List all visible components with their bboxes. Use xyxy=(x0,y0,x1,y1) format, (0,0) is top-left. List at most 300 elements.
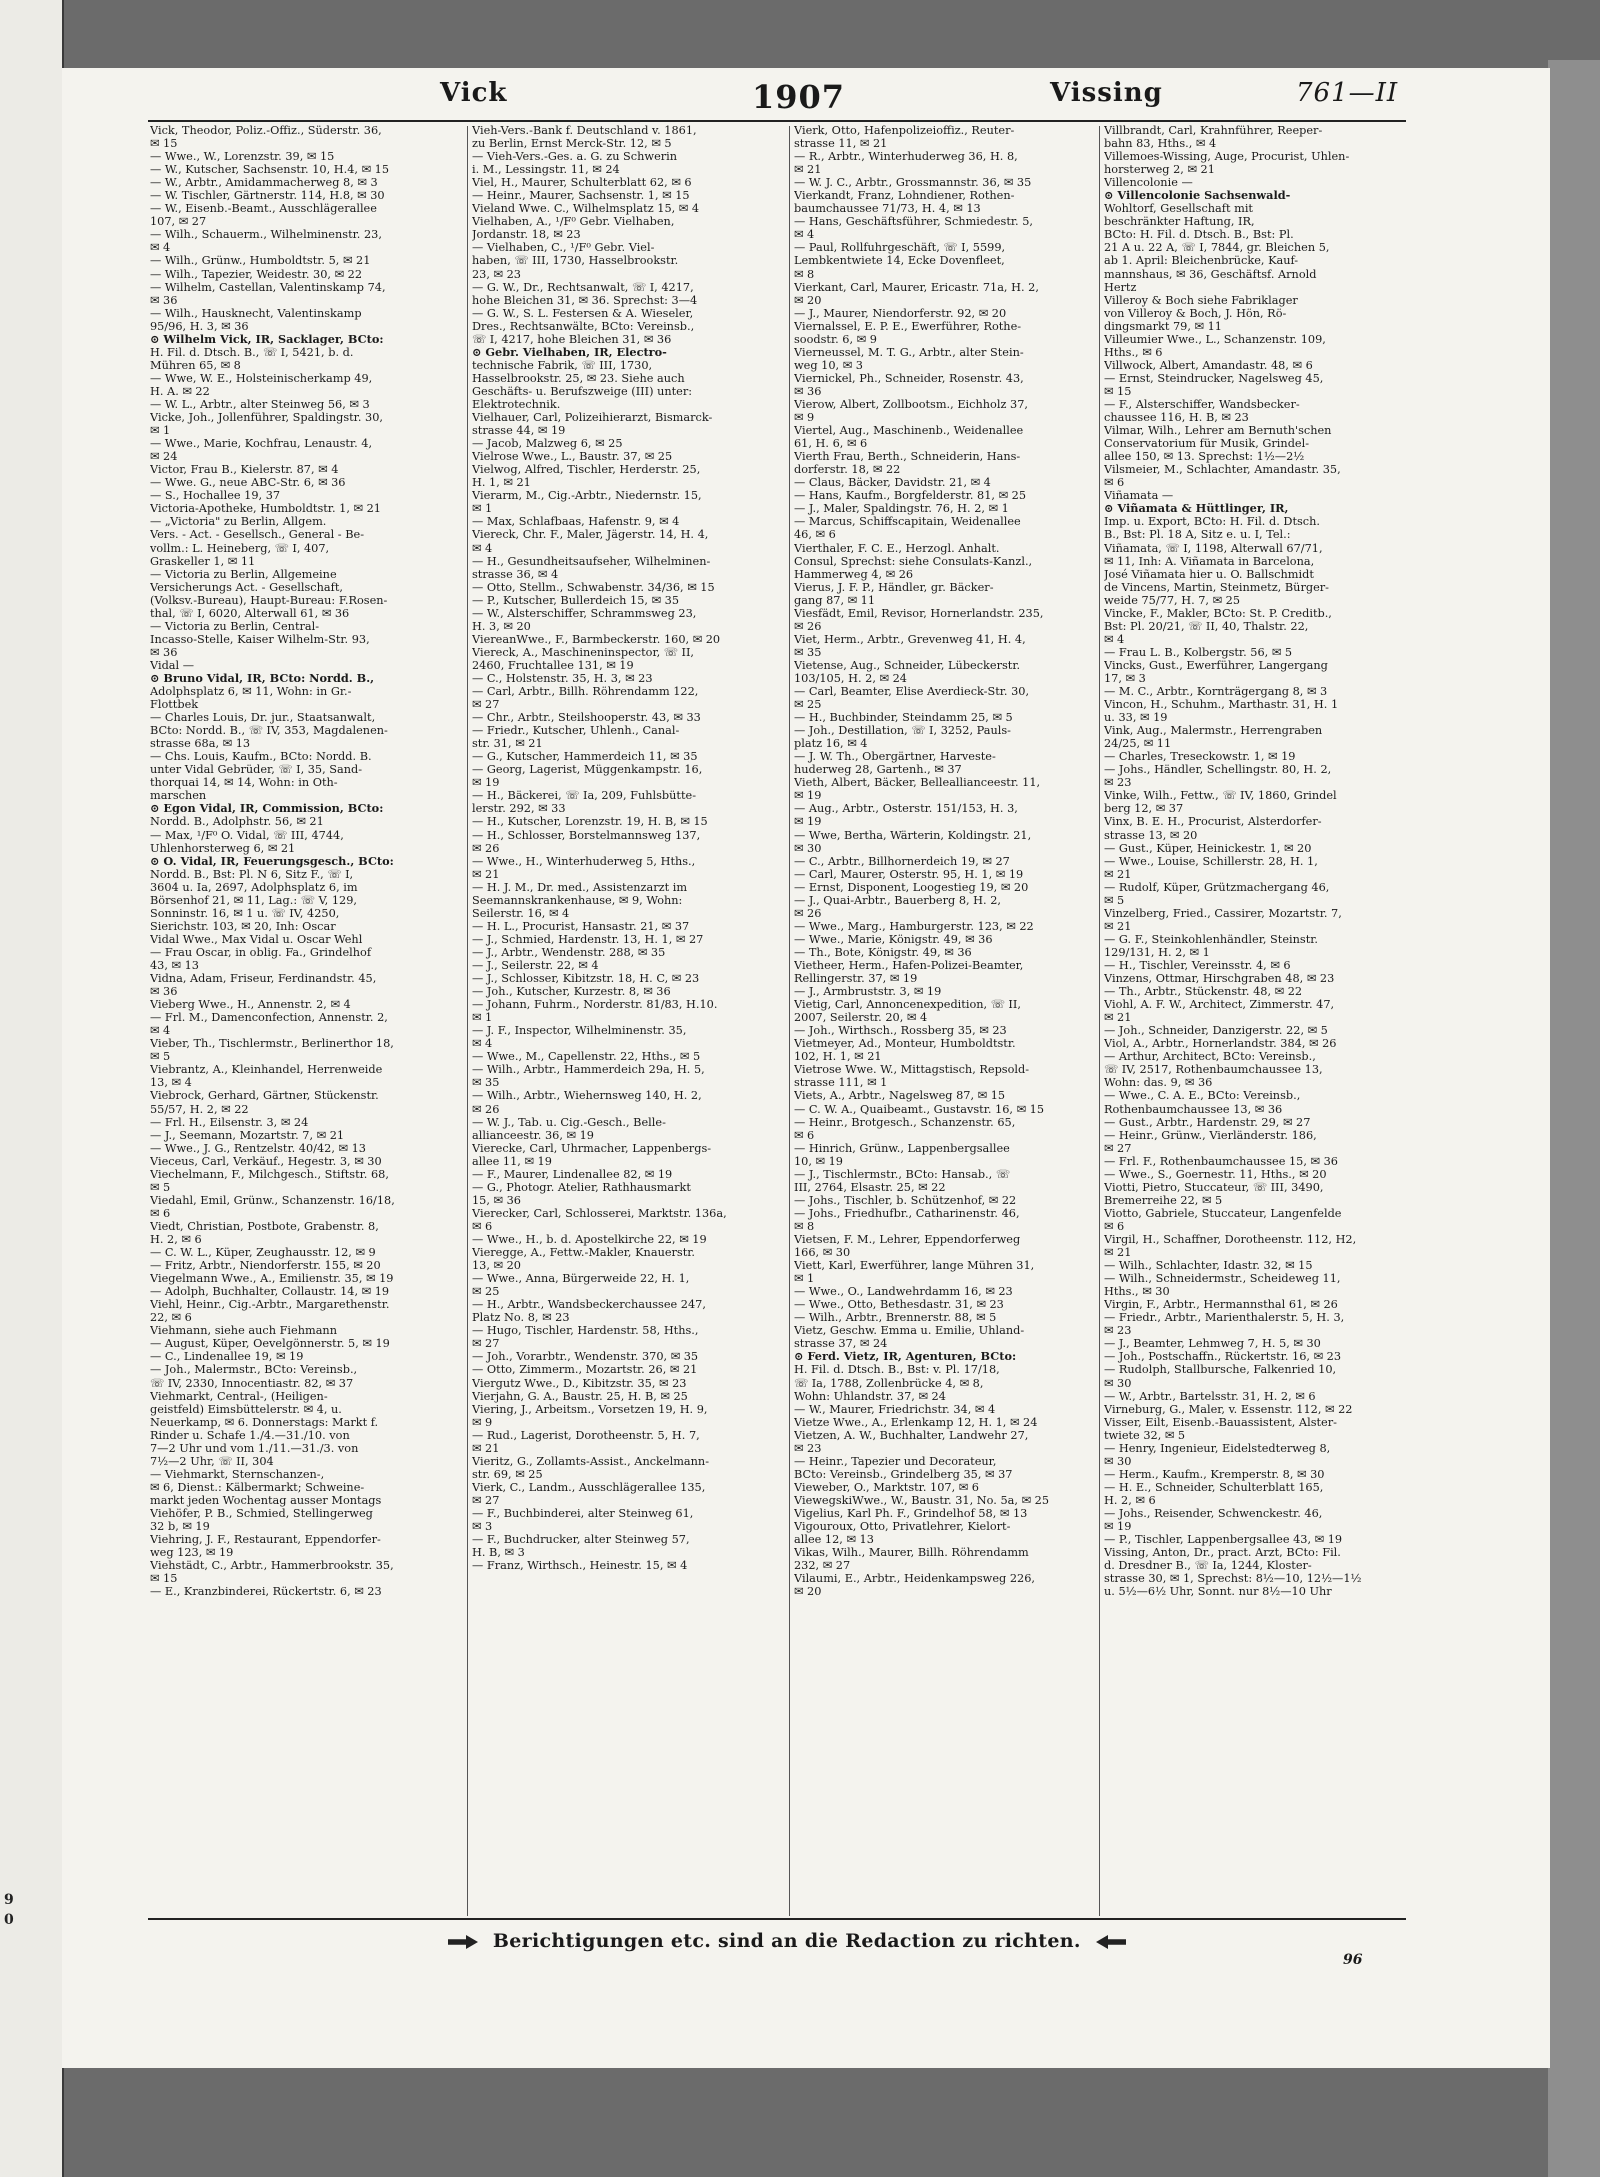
directory-entry-line: Vietrose Wwe. W., Mittagstisch, Repsold- xyxy=(794,1063,1030,1077)
directory-entry-line: Hths., ✉ 30 xyxy=(1104,1285,1170,1299)
directory-entry-line: 61, H. 6, ✉ 6 xyxy=(794,437,868,451)
directory-entry-line: ✉ 6, Dienst.: Kälbermarkt; Schweine- xyxy=(150,1480,365,1494)
directory-entry-line: — Vieh-Vers.-Ges. a. G. zu Schwerin xyxy=(472,150,678,164)
directory-entry-line: — Adolph, Buchhalter, Collaustr. 14, ✉ 19 xyxy=(150,1285,390,1299)
directory-entry-line: — Wwe., W., Lorenzstr. 39, ✉ 15 xyxy=(150,150,335,164)
directory-entry-line: — H., Bäckerei, ☏ Ia, 209, Fuhlsbütte- xyxy=(472,789,697,803)
footer-notice xyxy=(440,1930,1134,1952)
directory-entry-line: — F., Maurer, Lindenallee 82, ✉ 19 xyxy=(472,1167,673,1181)
directory-entry-line: ⊙ Gebr. Vielhaben, IR, Electro- xyxy=(472,345,667,359)
directory-entry-line: Vierecker, Carl, Schlosserei, Marktstr. 136a, xyxy=(472,1206,727,1220)
directory-entry-line: ✉ 15 xyxy=(150,137,178,151)
directory-entry-line: ✉ 11, Inh: A. Viñamata in Barcelona, xyxy=(1104,554,1315,568)
directory-entry-line: ✉ 23 xyxy=(794,1441,822,1455)
directory-entry-line: Elektrotechnik. xyxy=(472,397,561,411)
directory-entry-line: — Joh., Kutscher, Kurzestr. 8, ✉ 36 xyxy=(472,985,671,999)
directory-entry-line: Viebrock, Gerhard, Gärtner, Stückenstr. xyxy=(150,1089,379,1103)
directory-entry-line: Consul, Sprechst: siehe Consulats-Kanzl., xyxy=(794,554,1033,568)
directory-entry-line: strasse 44, ✉ 19 xyxy=(472,424,566,438)
directory-entry-line: — Frau Oscar, in oblig. Fa., Grindelhof xyxy=(150,945,372,959)
directory-entry-line: Vietig, Carl, Annoncenexpedition, ☏ II, xyxy=(794,998,1021,1012)
directory-entry-line: — C. W. A., Quaibeamt., Gustavstr. 16, ✉ 15 xyxy=(794,1102,1045,1116)
directory-entry-line: weg 123, ✉ 19 xyxy=(150,1546,234,1560)
directory-entry-line: BCto: Vereinsb., Grindelberg 35, ✉ 37 xyxy=(794,1467,1013,1481)
directory-entry-line: Viotto, Gabriele, Stuccateur, Langenfelde xyxy=(1104,1206,1342,1220)
directory-entry-line: ✉ 30 xyxy=(794,841,822,855)
directory-entry-line: — August, Küper, Oevelgönnerstr. 5, ✉ 19 xyxy=(150,1337,390,1351)
directory-entry-line: dingsmarkt 79, ✉ 11 xyxy=(1104,319,1222,333)
directory-entry-line: — Hugo, Tischler, Hardenstr. 58, Hths., xyxy=(472,1324,699,1338)
directory-entry-line: — J., Tischlermstr., BCto: Hansab., ☏ xyxy=(794,1167,1010,1181)
directory-entry-line: — P., Kutscher, Bullerdeich 15, ✉ 35 xyxy=(472,593,680,607)
directory-entry-line: — Johann, Fuhrm., Norderstr. 81/83, H.10. xyxy=(472,998,718,1012)
directory-entry-line: — Carl, Arbtr., Billh. Röhrendamm 122, xyxy=(472,685,699,699)
directory-column-3 xyxy=(794,124,1096,1914)
directory-entry-line: 17, ✉ 3 xyxy=(1104,671,1146,685)
directory-entry-line: dorferstr. 18, ✉ 22 xyxy=(794,463,901,477)
directory-entry-line: Vierus, J. F. P., Händler, gr. Bäcker- xyxy=(794,580,994,594)
directory-entry-line: — J. F., Inspector, Wilhelminenstr. 35, xyxy=(472,1024,687,1038)
header-year: 1907 xyxy=(752,78,846,116)
directory-entry-line: 103/105, H. 2, ✉ 24 xyxy=(794,671,907,685)
directory-entry-line: Viesfädt, Emil, Revisor, Hornerlandstr. 235, xyxy=(794,606,1044,620)
directory-entry-line: Victoria-Apotheke, Humboldtstr. 1, ✉ 21 xyxy=(150,502,381,516)
directory-entry-line: Viereck, Chr. F., Maler, Jägerstr. 14, H. 4, xyxy=(472,528,709,542)
directory-entry-line: Vierjahn, G. A., Baustr. 25, H. B, ✉ 25 xyxy=(472,1389,688,1403)
directory-entry-line: — Ernst, Steindrucker, Nagelsweg 45, xyxy=(1104,371,1324,385)
directory-entry-line: — Johs., Tischler, b. Schützenhof, ✉ 22 xyxy=(794,1193,1017,1207)
directory-entry-line: Viol, A., Arbtr., Hornerlandstr. 384, ✉ 26 xyxy=(1104,1037,1337,1051)
directory-entry-line: Vilaumi, E., Arbtr., Heidenkampsweg 226, xyxy=(794,1572,1035,1586)
directory-entry-line: Wohn: das. 9, ✉ 36 xyxy=(1104,1076,1213,1090)
directory-entry-line: — Gust., Arbtr., Hardenstr. 29, ✉ 27 xyxy=(1104,1115,1311,1129)
directory-entry-line: Vietsen, F. M., Lehrer, Eppendorferweg xyxy=(794,1232,1021,1246)
directory-column-1 xyxy=(150,124,464,1914)
directory-entry-line: — F., Buchdrucker, alter Steinweg 57, xyxy=(472,1533,690,1547)
directory-entry-line: ✉ 1 xyxy=(150,424,171,438)
directory-entry-line: huderweg 28, Gartenh., ✉ 37 xyxy=(794,763,962,777)
directory-entry-line: horsterweg 2, ✉ 21 xyxy=(1104,163,1215,177)
directory-entry-line: Viehring, J. F., Restaurant, Eppendorfer- xyxy=(150,1533,381,1547)
directory-entry-line: — H. J. M., Dr. med., Assistenzarzt im xyxy=(472,880,688,894)
directory-entry-line: H. Fil. d. Dtsch. B., ☏ I, 5421, b. d. xyxy=(150,345,354,359)
directory-entry-line: ✉ 36 xyxy=(150,293,178,307)
directory-entry-line: ✉ 4 xyxy=(794,228,815,242)
directory-entry-line: — Carl, Maurer, Osterstr. 95, H. 1, ✉ 19 xyxy=(794,867,1024,881)
directory-entry-line: 166, ✉ 30 xyxy=(794,1246,851,1260)
directory-entry-line: ✉ 26 xyxy=(794,906,822,920)
directory-entry-line: ✉ 15 xyxy=(1104,384,1132,398)
directory-entry-line: ✉ 5 xyxy=(150,1050,171,1064)
directory-entry-line: ✉ 19 xyxy=(794,789,822,803)
directory-entry-line: — Herm., Kaufm., Kremperstr. 8, ✉ 30 xyxy=(1104,1467,1325,1481)
directory-entry-line: — Wwe., H., Winterhuderweg 5, Hths., xyxy=(472,854,696,868)
directory-entry-line: — Wwe., O., Landwehrdamm 16, ✉ 23 xyxy=(794,1285,1013,1299)
directory-entry-line: — Wwe., Marie, Kochfrau, Lenaustr. 4, xyxy=(150,437,373,451)
directory-entry-line: — H., Kutscher, Lorenzstr. 19, H. B, ✉ 15 xyxy=(472,815,708,829)
directory-entry-line: Hertz xyxy=(1104,280,1137,294)
directory-entry-line: Vierthaler, F. C. E., Herzogl. Anhalt. xyxy=(794,541,1000,555)
directory-entry-line: ✉ 8 xyxy=(794,267,815,281)
directory-entry-line: ⊙ Wilhelm Vick, IR, Sacklager, BCto: xyxy=(150,332,384,346)
directory-entry-line: Vinzelberg, Fried., Cassirer, Mozartstr. 7, xyxy=(1104,906,1342,920)
directory-entry-line: — J., Armbruststr. 3, ✉ 19 xyxy=(794,985,942,999)
directory-entry-line: Vieh-Vers.-Bank f. Deutschland v. 1861, xyxy=(472,124,697,137)
directory-entry-line: chaussee 116, H. B, ✉ 23 xyxy=(1104,411,1249,425)
directory-entry-line: — Friedr., Arbtr., Marienthalerstr. 5, H. 3, xyxy=(1104,1311,1345,1325)
directory-entry-line: — W. J. C., Arbtr., Grossmannstr. 36, ✉ 35 xyxy=(794,176,1032,190)
directory-entry-line: — Wwe., M., Capellenstr. 22, Hths., ✉ 5 xyxy=(472,1050,701,1064)
directory-entry-line: ✉ 25 xyxy=(794,698,822,712)
directory-entry-line: ✉ 19 xyxy=(1104,1520,1132,1534)
directory-entry-line: Vielhauer, Carl, Polizeihierarzt, Bismarck- xyxy=(472,411,713,425)
directory-entry-line: 2460, Fruchtallee 131, ✉ 19 xyxy=(472,658,634,672)
directory-entry-line: ✉ 36 xyxy=(150,645,178,659)
directory-column-4 xyxy=(1104,124,1406,1914)
directory-entry-line: — Wilh., Schauerm., Wilhelminenstr. 23, xyxy=(150,228,382,242)
directory-entry-line: — G. W., Dr., Rechtsanwalt, ☏ I, 4217, xyxy=(472,280,694,294)
directory-entry-line: — Wwe., Otto, Bethesdastr. 31, ✉ 23 xyxy=(794,1298,1004,1312)
directory-entry-line: Vieland Wwe. C., Wilhelmsplatz 15, ✉ 4 xyxy=(472,202,700,216)
directory-entry-line: — Wilh., Arbtr., Brennerstr. 88, ✉ 5 xyxy=(794,1311,997,1325)
directory-entry-line: 13, ✉ 4 xyxy=(150,1076,192,1090)
directory-entry-line: — J., Seemann, Mozartstr. 7, ✉ 21 xyxy=(150,1128,345,1142)
directory-entry-line: Adolphsplatz 6, ✉ 11, Wohn: in Gr.- xyxy=(150,685,352,699)
directory-entry-line: Hammerweg 4, ✉ 26 xyxy=(794,567,914,581)
directory-entry-line: — Joh., Schneider, Danzigerstr. 22, ✉ 5 xyxy=(1104,1024,1328,1038)
directory-entry-line: Viehöfer, P. B., Schmied, Stellingerweg xyxy=(150,1506,373,1520)
directory-entry-line: — Wilh., Hausknecht, Valentinskamp xyxy=(150,306,362,320)
directory-entry-line: ✉ 6 xyxy=(1104,476,1125,490)
directory-entry-line: — Otto, Stellm., Schwabenstr. 34/36, ✉ 15 xyxy=(472,580,715,594)
directory-entry-line: — Rudolf, Küper, Grützmachergang 46, xyxy=(1104,880,1330,894)
directory-entry-line: ✉ 30 xyxy=(1104,1454,1132,1468)
directory-entry-line: Vieritz, G., Zollamts-Assist., Anckelmann- xyxy=(472,1454,710,1468)
directory-entry-line: ✉ 21 xyxy=(1104,1011,1132,1025)
directory-entry-line: — Wilh., Schneidermstr., Scheideweg 11, xyxy=(1104,1272,1341,1286)
directory-entry-line: H. 2, ✉ 6 xyxy=(1104,1493,1156,1507)
directory-entry-line: Vincke, F., Makler, BCto: St. P. Creditb., xyxy=(1104,606,1332,620)
directory-entry-line: Vieregge, A., Fettw.-Makler, Knauerstr. xyxy=(472,1246,696,1260)
directory-entry-line: Viotti, Pietro, Stuccateur, ☏ III, 3490, xyxy=(1104,1180,1324,1194)
directory-entry-line: strasse 37, ✉ 24 xyxy=(794,1337,888,1351)
directory-entry-line: ✉ 4 xyxy=(150,241,171,255)
directory-entry-line: Villwock, Albert, Amandastr. 48, ✉ 6 xyxy=(1104,358,1313,372)
directory-entry-line: ⊙ Ferd. Vietz, IR, Agenturen, BCto: xyxy=(794,1350,1017,1364)
directory-entry-line: mannshaus, ✉ 36, Geschäftsf. Arnold xyxy=(1104,267,1317,281)
directory-entry-line: — W., Arbtr., Bartelsstr. 31, H. 2, ✉ 6 xyxy=(1104,1389,1316,1403)
directory-entry-line: platz 16, ✉ 4 xyxy=(794,737,868,751)
directory-entry-line: 129/131, H. 2, ✉ 1 xyxy=(1104,945,1210,959)
directory-entry-line: 15, ✉ 36 xyxy=(472,1193,521,1207)
directory-entry-line: Vierow, Albert, Zollbootsm., Eichholz 37, xyxy=(794,397,1028,411)
directory-entry-line: Jordanstr. 18, ✉ 23 xyxy=(472,228,581,242)
directory-entry-line: Rellingerstr. 37, ✉ 19 xyxy=(794,972,918,986)
directory-entry-line: — M. C., Arbtr., Kornträgergang 8, ✉ 3 xyxy=(1104,685,1328,699)
directory-entry-line: Visser, Eilt, Eisenb.-Bauassistent, Alster- xyxy=(1104,1415,1337,1429)
directory-entry-line: — C., Holstenstr. 35, H. 3, ✉ 23 xyxy=(472,671,653,685)
directory-entry-line: — Th., Bote, Königstr. 49, ✉ 36 xyxy=(794,945,972,959)
directory-entry-line: Viernalssel, E. P. E., Ewerführer, Rothe- xyxy=(794,319,1022,333)
directory-entry-line: Villemoes-Wissing, Auge, Procurist, Uhlen- xyxy=(1104,150,1350,164)
directory-entry-line: BCto: H. Fil. d. Dtsch. B., Bst: Pl. xyxy=(1104,228,1294,242)
directory-entry-line: Vielhaben, A., ¹/F⁰ Gebr. Vielhaben, xyxy=(472,215,675,229)
directory-entry-line: Vicke, Joh., Jollenführer, Spaldingstr. 30, xyxy=(150,411,383,425)
directory-entry-line: 13, ✉ 20 xyxy=(472,1259,521,1273)
directory-entry-line: Platz No. 8, ✉ 23 xyxy=(472,1311,570,1325)
directory-entry-line: Vincon, H., Schuhm., Marthastr. 31, H. 1 xyxy=(1104,698,1339,712)
directory-entry-line: Neuerkamp, ✉ 6. Donnerstags: Markt f. xyxy=(150,1415,379,1429)
directory-entry-line: — H., Tischler, Vereinsstr. 4, ✉ 6 xyxy=(1104,959,1291,972)
directory-entry-line: Wohn: Uhlandstr. 37, ✉ 24 xyxy=(794,1389,946,1403)
directory-entry-line: ✉ 36 xyxy=(794,384,822,398)
directory-entry-line: Vilmar, Wilh., Lehrer am Bernuth'schen xyxy=(1104,424,1332,438)
directory-entry-line: ☏ IV, 2330, Innocentiastr. 82, ✉ 37 xyxy=(150,1376,354,1390)
directory-entry-line: ✉ 4 xyxy=(1104,632,1125,646)
directory-entry-line: Vilsmeier, M., Schlachter, Amandastr. 35, xyxy=(1104,463,1341,477)
column-divider xyxy=(467,126,468,1916)
directory-entry-line: ✉ 6 xyxy=(1104,1219,1125,1233)
directory-entry-line: — Henry, Ingenieur, Eidelstedterweg 8, xyxy=(1104,1441,1331,1455)
directory-entry-line: — Hinrich, Grünw., Lappenbergsallee xyxy=(794,1141,1010,1155)
directory-entry-line: — Wwe, Bertha, Wärterin, Koldingstr. 21, xyxy=(794,828,1032,842)
directory-entry-line: H. 3, ✉ 20 xyxy=(472,619,531,633)
directory-entry-line: Viering, J., Arbeitsm., Vorsetzen 19, H. 9, xyxy=(472,1402,708,1416)
pointing-hand-icon xyxy=(1096,1935,1126,1949)
directory-entry-line: Vinke, Wilh., Fettw., ☏ IV, 1860, Grindel xyxy=(1104,789,1337,803)
footer-rule xyxy=(148,1918,1406,1920)
directory-entry-line: H. 2, ✉ 6 xyxy=(150,1232,202,1246)
header-page-number: 761—II xyxy=(1296,78,1399,108)
directory-entry-line: ✉ 19 xyxy=(794,815,822,829)
directory-entry-line: — Joh., Vorarbtr., Wendenstr. 370, ✉ 35 xyxy=(472,1350,699,1364)
directory-entry-line: Geschäfts- u. Berufszweige (III) unter: xyxy=(472,384,693,398)
directory-entry-line: — Rudolph, Stallbursche, Falkenried 10, xyxy=(1104,1363,1337,1377)
directory-entry-line: — Frl. F., Rothenbaumchaussee 15, ✉ 36 xyxy=(1104,1154,1338,1168)
directory-entry-line: — W., Alsterschiffer, Schrammsweg 23, xyxy=(472,606,697,620)
directory-entry-line: ✉ 8 xyxy=(794,1219,815,1233)
directory-entry-line: — W., Maurer, Friedrichstr. 34, ✉ 4 xyxy=(794,1402,996,1416)
directory-entry-line: B., Bst: Pl. 18 A, Sitz e. u. I, Tel.: xyxy=(1104,528,1291,542)
header-right-word: Vissing xyxy=(1050,78,1163,108)
directory-entry-line: — H., Gesundheitsaufseher, Wilhelminen- xyxy=(472,554,711,568)
directory-entry-line: Imp. u. Export, BCto: H. Fil. d. Dtsch. xyxy=(1104,515,1320,529)
directory-entry-line: str. 69, ✉ 25 xyxy=(472,1467,543,1481)
directory-entry-line: Viñamata, ☏ I, 1198, Alterwall 67/71, xyxy=(1104,541,1323,555)
directory-entry-line: Viereck, A., Maschineninspector, ☏ II, xyxy=(472,645,695,659)
directory-entry-line: — Otto, Zimmerm., Mozartstr. 26, ✉ 21 xyxy=(472,1363,698,1377)
directory-entry-line: Hths., ✉ 6 xyxy=(1104,345,1163,359)
directory-entry-line: — W., Arbtr., Amidammacherweg 8, ✉ 3 xyxy=(150,176,378,190)
directory-entry-line: ✉ 1 xyxy=(794,1272,815,1286)
directory-entry-line: Vigouroux, Otto, Privatlehrer, Kielort- xyxy=(794,1520,1011,1534)
directory-entry-line: — S., Hochallee 19, 37 xyxy=(150,489,281,503)
directory-entry-line: 107, ✉ 27 xyxy=(150,215,207,229)
directory-entry-line: — Ernst, Disponent, Loogestieg 19, ✉ 20 xyxy=(794,880,1029,894)
directory-entry-line: twiete 32, ✉ 5 xyxy=(1104,1428,1186,1442)
directory-entry-line: ✉ 20 xyxy=(794,1585,822,1599)
directory-entry-line: ✉ 23 xyxy=(1104,1324,1132,1338)
directory-entry-line: Viñamata — xyxy=(1104,489,1174,503)
directory-entry-line: strasse 11, ✉ 21 xyxy=(794,137,888,151)
directory-entry-line: strasse 68a, ✉ 13 xyxy=(150,737,251,751)
directory-entry-line: ✉ 6 xyxy=(150,1206,171,1220)
directory-entry-line: — P., Tischler, Lappenbergsallee 43, ✉ 19 xyxy=(1104,1533,1343,1547)
directory-entry-line: — Charles Louis, Dr. jur., Staatsanwalt, xyxy=(150,711,376,725)
directory-entry-line: Vietheer, Herm., Hafen-Polizei-Beamter, xyxy=(794,959,1024,972)
directory-entry-line: weide 75/77, H. 7, ✉ 25 xyxy=(1104,593,1241,607)
directory-entry-line: — Paul, Rollfuhrgeschäft, ☏ I, 5599, xyxy=(794,241,1006,255)
directory-entry-line: — Chr., Arbtr., Steilshooperstr. 43, ✉ 33 xyxy=(472,711,701,725)
directory-entry-line: — W. Tischler, Gärtnerstr. 114, H.8, ✉ 30 xyxy=(150,189,385,203)
directory-entry-line: Viertel, Aug., Maschinenb., Weidenallee xyxy=(794,424,1024,438)
directory-entry-line: strasse 30, ✉ 1, Sprechst: 8½—10, 12½—1½ xyxy=(1104,1572,1362,1586)
directory-entry-line: thorquai 14, ✉ 14, Wohn: in Oth- xyxy=(150,776,338,790)
directory-entry-line: H. Fil. d. Dtsch. B., Bst: v. Pl. 17/18, xyxy=(794,1363,1000,1377)
directory-entry-line: Börsenhof 21, ✉ 11, Lag.: ☏ V, 129, xyxy=(150,893,357,907)
directory-entry-line: ✉ 9 xyxy=(794,411,815,425)
directory-entry-line: allee 150, ✉ 13. Sprechst: 1½—2½ xyxy=(1104,450,1305,464)
column-divider xyxy=(1099,126,1100,1916)
directory-entry-line: baumchaussee 71/73, H. 4, ✉ 13 xyxy=(794,202,981,216)
directory-entry-line: — Vielhaben, C., ¹/F⁰ Gebr. Viel- xyxy=(472,241,655,255)
directory-entry-line: — Jacob, Malzweg 6, ✉ 25 xyxy=(472,437,623,451)
directory-entry-line: — Heinr., Brotgesch., Schanzenstr. 65, xyxy=(794,1115,1016,1129)
directory-entry-line: Viehl, Heinr., Cig.-Arbtr., Margarethenstr. xyxy=(150,1298,390,1312)
directory-entry-line: — Wwe, W. E., Holsteinischerkamp 49, xyxy=(150,371,373,385)
directory-entry-line: Viebrantz, A., Kleinhandel, Herrenweide xyxy=(150,1063,383,1077)
directory-entry-line: — Friedr., Kutscher, Uhlenh., Canal- xyxy=(472,724,680,738)
directory-entry-line: — Heinr., Maurer, Sachsenstr. 1, ✉ 15 xyxy=(472,189,690,203)
directory-entry-line: u. 33, ✉ 19 xyxy=(1104,711,1168,725)
margin-digit: 0 xyxy=(4,1912,14,1928)
scan-right-edge xyxy=(1548,60,1600,2177)
directory-entry-line: — Fritz, Arbtr., Niendorferstr. 155, ✉ 20 xyxy=(150,1259,381,1273)
directory-entry-line: 2007, Seilerstr. 20, ✉ 4 xyxy=(794,1011,928,1025)
directory-entry-line: de Vincens, Martin, Steinmetz, Bürger- xyxy=(1104,580,1329,594)
directory-entry-line: Vierecke, Carl, Uhrmacher, Lappenbergs- xyxy=(472,1141,712,1155)
directory-entry-line: ✉ 9 xyxy=(472,1415,493,1429)
directory-entry-line: — H. L., Procurist, Hansastr. 21, ✉ 37 xyxy=(472,919,690,933)
scan-left-edge xyxy=(0,0,64,2177)
directory-entry-line: Viehmann, siehe auch Fiehmann xyxy=(150,1324,337,1338)
directory-entry-line: — Joh., Wirthsch., Rossberg 35, ✉ 23 xyxy=(794,1024,1007,1038)
directory-entry-line: — Victoria zu Berlin, Allgemeine xyxy=(150,567,337,581)
directory-entry-line: — R., Arbtr., Winterhuderweg 36, H. 8, xyxy=(794,150,1018,164)
directory-entry-line: — J., Maler, Spaldingstr. 76, H. 2, ✉ 1 xyxy=(794,502,1009,516)
directory-entry-line: — W. L., Arbtr., alter Steinweg 56, ✉ 3 xyxy=(150,397,370,411)
directory-entry-line: Vers. - Act. - Gesellsch., General - Be- xyxy=(150,528,365,542)
directory-entry-line: ✉ 15 xyxy=(150,1572,178,1586)
directory-entry-line: ViereanWwe., F., Barmbeckerstr. 160, ✉ 20 xyxy=(472,632,721,646)
directory-entry-line: ✉ 5 xyxy=(150,1180,171,1194)
directory-entry-line: Viergutz Wwe., D., Kibitzstr. 35, ✉ 23 xyxy=(472,1376,687,1390)
directory-entry-line: ⊙ Viñamata & Hüttlinger, IR, xyxy=(1104,502,1289,516)
directory-entry-line: Vick, Theodor, Poliz.-Offiz., Süderstr. 36, xyxy=(150,124,382,137)
directory-entry-line: Seemannskrankenhause, ✉ 9, Wohn: xyxy=(472,893,683,907)
directory-entry-line: — Claus, Bäcker, Davidstr. 21, ✉ 4 xyxy=(794,476,991,490)
directory-entry-line: — Hans, Kaufm., Borgfelderstr. 81, ✉ 25 xyxy=(794,489,1027,503)
directory-entry-line: ✉ 21 xyxy=(1104,867,1132,881)
directory-entry-line: Viedt, Christian, Postbote, Grabenstr. 8, xyxy=(150,1219,379,1233)
directory-entry-line: technische Fabrik, ☏ III, 1730, xyxy=(472,358,653,372)
directory-entry-line: ✉ 5 xyxy=(1104,893,1125,907)
directory-entry-line: Uhlenhorsterweg 6, ✉ 21 xyxy=(150,841,296,855)
directory-entry-line: Virgil, H., Schaffner, Dorotheenstr. 112, H2, xyxy=(1104,1232,1357,1246)
directory-entry-line: ✉ 6 xyxy=(794,1128,815,1142)
directory-entry-line: — Wilh., Grünw., Humboldtstr. 5, ✉ 21 xyxy=(150,254,371,268)
directory-entry-line: 46, ✉ 6 xyxy=(794,528,836,542)
directory-entry-line: vollm.: L. Heineberg, ☏ I, 407, xyxy=(150,541,330,555)
directory-entry-line: ✉ 25 xyxy=(472,1285,500,1299)
directory-entry-line: Seilerstr. 16, ✉ 4 xyxy=(472,906,570,920)
directory-entry-line: 43, ✉ 13 xyxy=(150,959,199,972)
directory-entry-line: geistfeld) Eimsbüttelerstr. ✉ 4, u. xyxy=(150,1402,342,1416)
directory-entry-line: (Volksv.-Bureau), Haupt-Bureau: F.Rosen- xyxy=(150,593,388,607)
directory-entry-line: Vierarm, M., Cig.-Arbtr., Niedernstr. 15, xyxy=(472,489,702,503)
directory-entry-line: ✉ 35 xyxy=(472,1076,500,1090)
directory-entry-line: ☏ Ia, 1788, Zollenbrücke 4, ✉ 8, xyxy=(794,1376,984,1390)
directory-entry-line: — Georg, Lagerist, Müggenkampstr. 16, xyxy=(472,763,703,777)
directory-entry-line: — Aug., Arbtr., Osterstr. 151/153, H. 3, xyxy=(794,802,1018,816)
directory-entry-line: ✉ 4 xyxy=(472,1037,493,1051)
directory-entry-line: — Gust., Küper, Heinickestr. 1, ✉ 20 xyxy=(1104,841,1312,855)
directory-entry-line: Vieth, Albert, Bäcker, Belleallianceestr. 11, xyxy=(794,776,1041,790)
header-rule xyxy=(148,120,1406,122)
directory-entry-line: Wohltorf, Gesellschaft mit xyxy=(1104,202,1253,216)
directory-entry-line: Vikas, Wilh., Maurer, Billh. Röhrendamm xyxy=(794,1546,1029,1560)
directory-entry-line: 23, ✉ 23 xyxy=(472,267,521,281)
directory-entry-line: 102, H. 1, ✉ 21 xyxy=(794,1050,882,1064)
directory-entry-line: Incasso-Stelle, Kaiser Wilhelm-Str. 93, xyxy=(150,632,370,646)
directory-entry-line: ☏ I, 4217, hohe Bleichen 31, ✉ 36 xyxy=(472,332,672,346)
directory-entry-line: — Wwe., S., Goernestr. 11, Hths., ✉ 20 xyxy=(1104,1167,1327,1181)
directory-entry-line: 10, ✉ 19 xyxy=(794,1154,843,1168)
directory-entry-line: Lembkentwiete 14, Ecke Dovenfleet, xyxy=(794,254,1005,268)
directory-entry-line: H. B, ✉ 3 xyxy=(472,1546,525,1560)
directory-entry-line: Vierth Frau, Berth., Schneiderin, Hans- xyxy=(794,450,1021,464)
directory-entry-line: allee 12, ✉ 13 xyxy=(794,1533,874,1547)
directory-entry-line: Vietze Wwe., A., Erlenkamp 12, H. 1, ✉ 24 xyxy=(794,1415,1038,1429)
directory-entry-line: ✉ 4 xyxy=(150,1024,171,1038)
directory-entry-line: — Frl. H., Eilsenstr. 3, ✉ 24 xyxy=(150,1115,309,1129)
directory-entry-line: ab 1. April: Bleichenbrücke, Kauf- xyxy=(1104,254,1299,268)
directory-entry-line: 22, ✉ 6 xyxy=(150,1311,192,1325)
directory-entry-line: berg 12, ✉ 37 xyxy=(1104,802,1184,816)
directory-entry-line: Victor, Frau B., Kielerstr. 87, ✉ 4 xyxy=(150,463,339,477)
directory-entry-line: ✉ 27 xyxy=(472,698,500,712)
directory-entry-line: bahn 83, Hths., ✉ 4 xyxy=(1104,137,1217,151)
directory-entry-line: — Wilh., Tapezier, Weidestr. 30, ✉ 22 xyxy=(150,267,363,281)
directory-entry-line: — Johs., Reisender, Schwenckestr. 46, xyxy=(1104,1506,1323,1520)
directory-entry-line: — H., Buchbinder, Steindamm 25, ✉ 5 xyxy=(794,711,1013,725)
directory-entry-line: soodstr. 6, ✉ 9 xyxy=(794,332,877,346)
directory-entry-line: ✉ 21 xyxy=(472,1441,500,1455)
directory-entry-line: Viehmarkt, Central-, (Heiligen- xyxy=(150,1389,328,1403)
directory-entry-line: 21 A u. 22 A, ☏ I, 7844, gr. Bleichen 5, xyxy=(1104,241,1330,255)
directory-entry-line: — G. W., S. L. Festersen & A. Wieseler, xyxy=(472,306,694,320)
column-divider xyxy=(789,126,790,1916)
directory-entry-line: — Charles, Treseckowstr. 1, ✉ 19 xyxy=(1104,750,1296,764)
directory-entry-line: allianceestr. 36, ✉ 19 xyxy=(472,1128,594,1142)
directory-entry-line: ⊙ Villencolonie Sachsenwald- xyxy=(1104,189,1291,203)
directory-entry-line: — Frau L. B., Kolbergstr. 56, ✉ 5 xyxy=(1104,645,1293,659)
directory-entry-line: strasse 36, ✉ 4 xyxy=(472,567,559,581)
directory-entry-line: — Wilh., Arbtr., Hammerdeich 29a, H. 5, xyxy=(472,1063,705,1077)
directory-entry-line: Vierneussel, M. T. G., Arbtr., alter Stein- xyxy=(794,345,1024,359)
directory-entry-line: — G. F., Steinkohlenhändler, Steinstr. xyxy=(1104,932,1318,946)
directory-entry-line: — Joh., Malermstr., BCto: Vereinsb., xyxy=(150,1363,358,1377)
